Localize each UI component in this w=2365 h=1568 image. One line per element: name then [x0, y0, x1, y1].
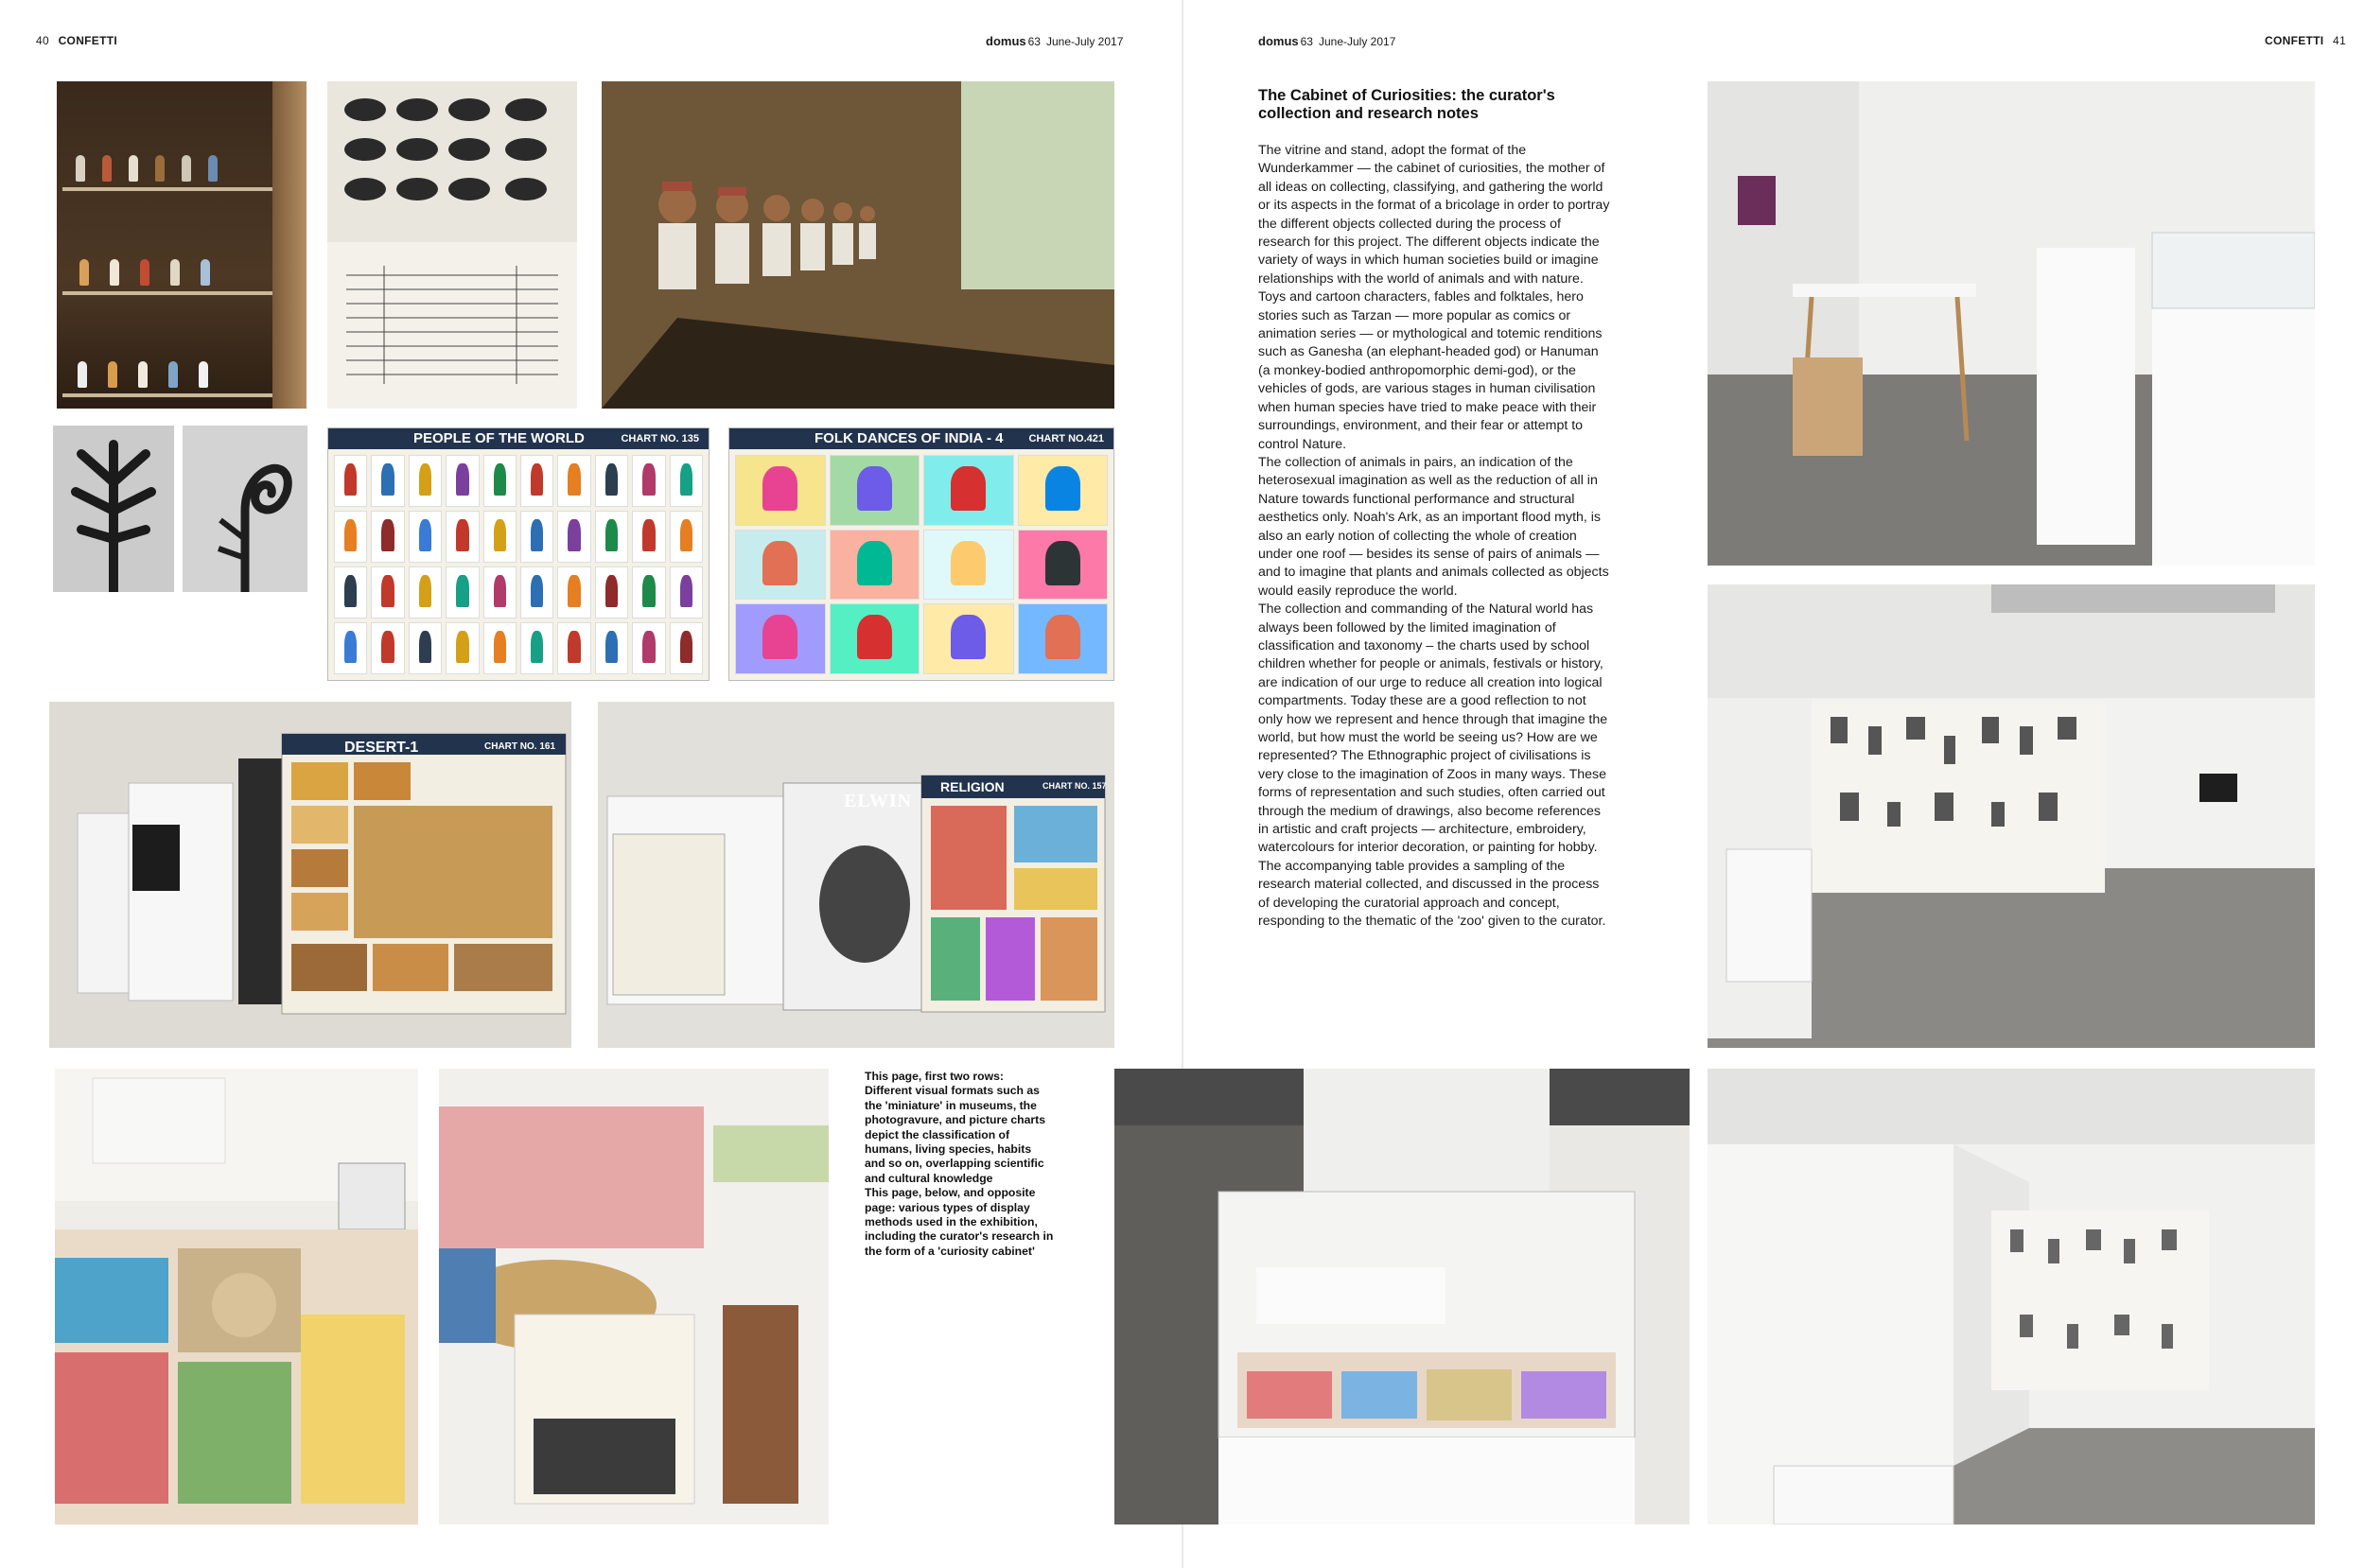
chart-grid — [735, 455, 1108, 674]
article-paragraph: The collection of animals in pairs, an indication of the heterosexual imagination as well as the reduction of all in Nature towards functional performance and structural aesthetics only. Noah's Ark, as an important flood myth, is also an early notion of collecting the whole of creation under one roof — besides its sense of pairs of animals — and to imagine that plants and animals collected as objects would easily reproduce the world. — [1258, 454, 1609, 599]
elwin-book-title: ELWIN — [844, 791, 913, 811]
chart-folk-dances-of-india — [728, 427, 1114, 681]
chart-number: CHART NO.421 — [1028, 433, 1104, 444]
article-body — [1258, 142, 1613, 931]
photo-caption — [865, 1070, 1054, 1259]
chart-title-bar — [328, 428, 709, 449]
right-brand: domus — [1258, 34, 1299, 48]
photo-gallery-tables-plinths — [1708, 81, 2315, 566]
photo-gallery-wall-texts — [1708, 1069, 2315, 1524]
photo-gallery-vitrine — [1114, 1069, 1690, 1524]
left-brand: domus — [986, 34, 1026, 48]
left-folio — [36, 34, 117, 47]
right-page-number: 41 — [2333, 34, 2346, 47]
desert-chart-title: DESERT-1 — [344, 740, 419, 756]
photo-gallery-drawing-wall — [1708, 584, 2315, 1048]
left-masthead — [986, 34, 1123, 48]
left-section-label: CONFETTI — [58, 34, 117, 47]
desert-chart-number: CHART NO. 161 — [484, 741, 556, 752]
chart-title: FOLK DANCES OF INDIA - 4 — [815, 430, 1004, 446]
photo-plant-photogravure-2 — [183, 426, 307, 592]
photo-ethnographic-book — [327, 81, 577, 409]
right-folio — [2265, 34, 2346, 47]
right-date: June-July 2017 — [1318, 35, 1396, 48]
photo-museum-busts-corridor — [602, 81, 1114, 409]
photo-binder-desert-chart — [49, 702, 571, 1048]
left-issue: 63 — [1027, 35, 1041, 48]
caption-line-1: This page, first two rows: Different visual formats such as the 'miniature' in museums, the photogravure, and picture charts depict the classification of humans, living species, habits and so on, overlapping scientific and cultural knowledge — [865, 1070, 1045, 1185]
photo-plant-photogravure-1 — [53, 426, 174, 592]
photo-binder-religion-chart — [598, 702, 1114, 1048]
religion-chart-number: CHART NO. 157 — [1042, 781, 1107, 791]
article-paragraph: The collection and commanding of the Natural world has always been followed by the limited imagination of classification and taxonomy – the charts used by school children whether for people or animals, festivals or history, are indication of our urge to reduce all creation into logical compartments. Today these are a good reflection to not only how we represent and hence through that imagine the world, but how must the world be seeing us? How are we represented? The Ethnographic project of civilisations is very close to the imagination of Zoos in many ways. These forms of representation and such studies, often carried out through the medium of drawings, also become references in artistic and craft projects — architecture, embroidery, watercolours for interior decoration, or painting for hobby. — [1258, 601, 1608, 856]
photo-curiosity-cabinet-top — [55, 1069, 418, 1524]
chart-people-of-the-world — [327, 427, 710, 681]
right-section-label: CONFETTI — [2265, 34, 2324, 47]
left-date: June-July 2017 — [1045, 35, 1124, 48]
article-paragraph: The vitrine and stand, adopt the format of the Wunderkammer — the cabinet of curiosities, the mother of all ideas on collecting, classifying, and gathering the world or its aspects in the format of a bricolage in order to portray the different objects collected during the process of research for this project. The different objects indicate the variety of ways in which human societies build or imagine relationships with the world of animals and with nature. Toys and cartoon characters, fables and folktales, hero stories such as Tarzan — more popular as comics or animation series — or mythological and totemic renditions such as Ganesha (an elephant-headed god) or Hanuman (a monkey-bodied anthropomorphic demi-god), or the vehicles of gods, are various stages in human civilisation when human species have tried to make peace with their surroundings, environment, and their fear or attempt to control Nature. — [1258, 143, 1610, 452]
right-masthead — [1258, 34, 1395, 48]
caption-line-2: This page, below, and opposite page: various types of display methods used in the exhibition, including the curator's research in the form of a 'curiosity cabinet' — [865, 1186, 1054, 1258]
chart-number: CHART NO. 135 — [621, 433, 699, 444]
article-headline: The Cabinet of Curiosities: the curator's collection and research notes — [1258, 87, 1555, 122]
left-page-number: 40 — [36, 34, 49, 47]
right-issue: 63 — [1300, 35, 1313, 48]
chart-grid — [334, 455, 703, 674]
article-paragraph: The accompanying table provides a sampling of the research material collected, and discussed in the process of developing the curatorial approach and concept, responding to the thematic of the 'zoo' given to the curator. — [1258, 858, 1606, 930]
religion-chart-title: RELIGION — [940, 779, 1005, 794]
chart-title-bar — [729, 428, 1113, 449]
photo-miniature-figures-vitrine — [57, 81, 307, 409]
photo-curiosity-cabinet-detail — [439, 1069, 829, 1524]
chart-title: PEOPLE OF THE WORLD — [413, 430, 585, 446]
